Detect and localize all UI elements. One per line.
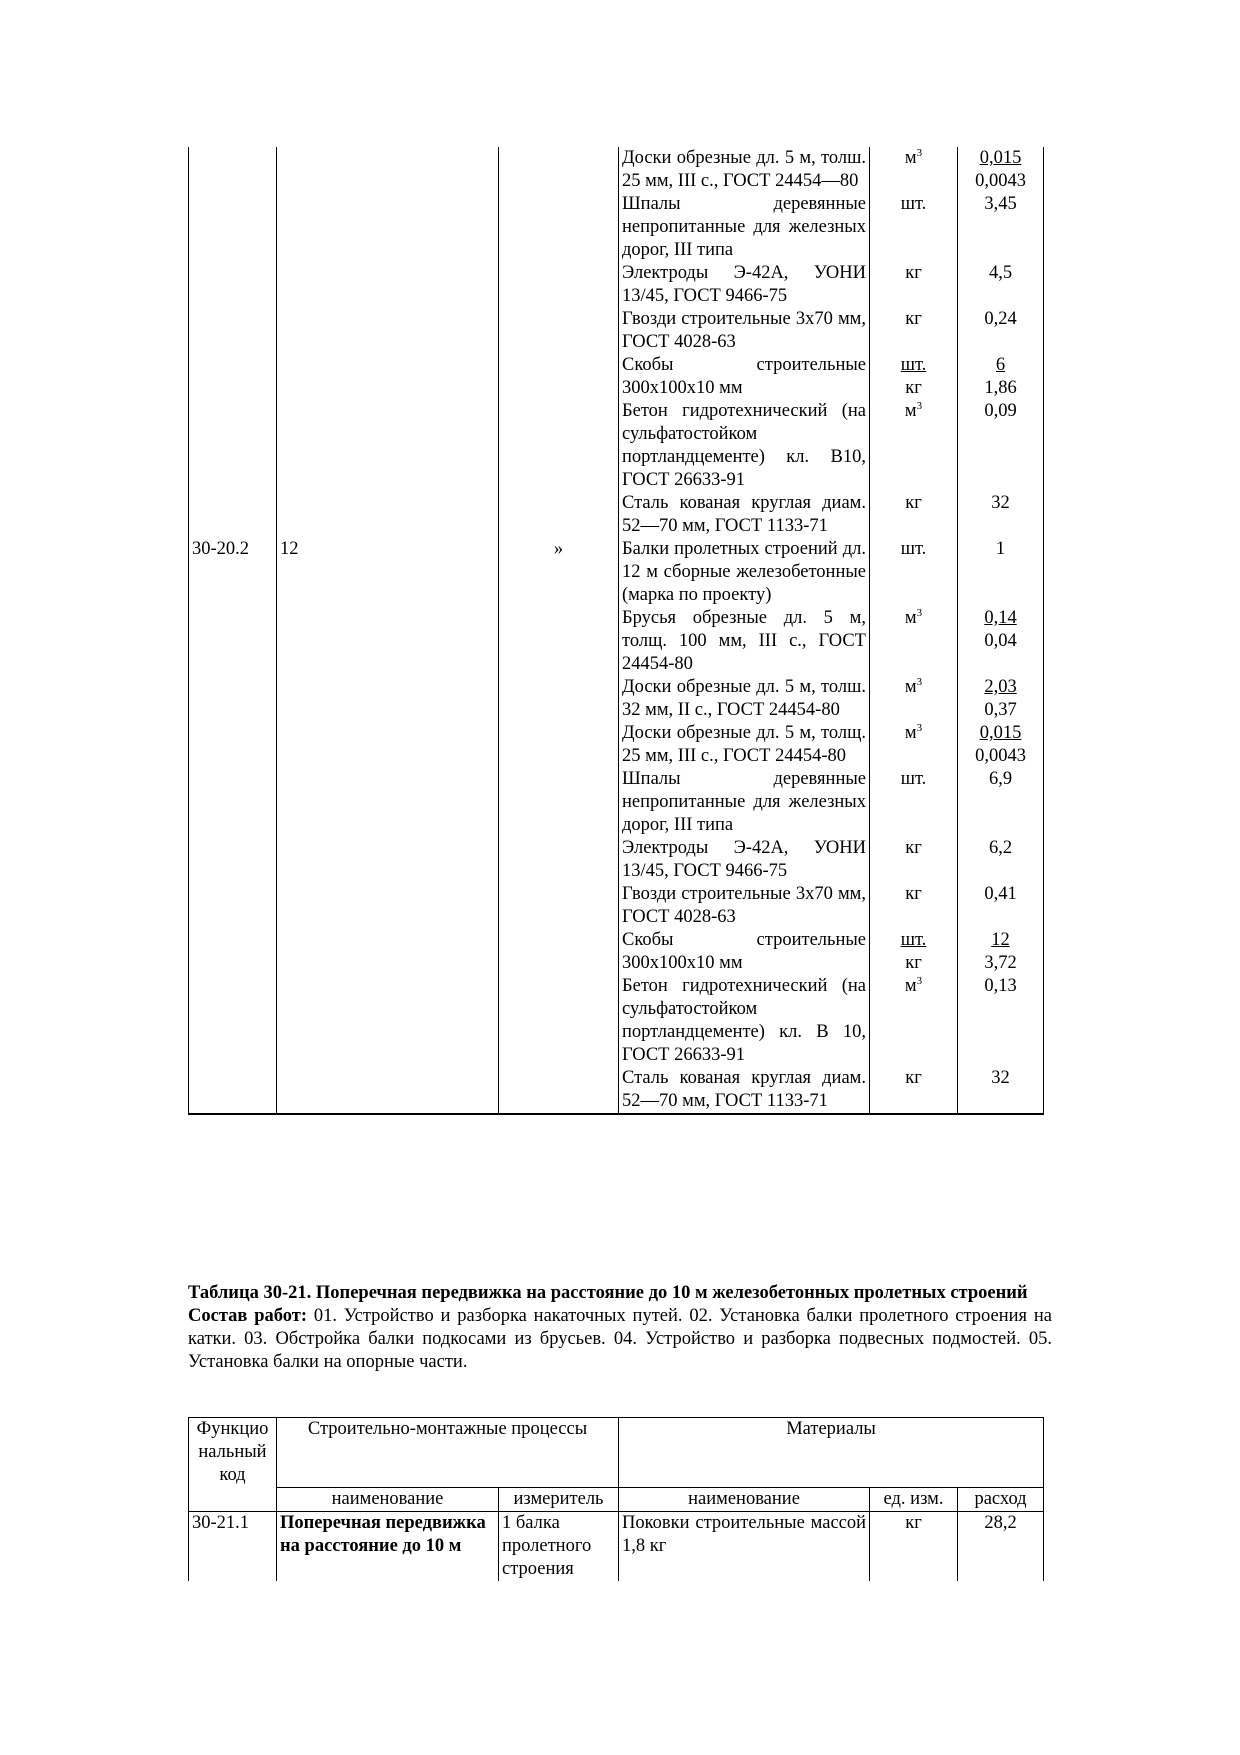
material-name: Шпалы деревянные непропитанные для железных дорог, III типа	[619, 193, 870, 262]
material-consumption	[958, 607, 1044, 676]
unit-label: м	[904, 976, 917, 996]
unit-superscript: 3	[916, 675, 923, 688]
code-cell-top	[189, 147, 277, 538]
material-consumption	[958, 147, 1044, 193]
consumption-value-secondary: 0,37	[984, 700, 1017, 720]
consumption-value-secondary: 0,04	[984, 631, 1017, 651]
material-name: Скобы строительные 300х100х10 мм	[619, 354, 870, 400]
row-process: Поперечная передвижка на расстояние до 10 м	[277, 1512, 499, 1582]
unit-superscript: 3	[916, 721, 923, 734]
material-name: Гвозди строительные 3х70 мм, ГОСТ 4028-63	[619, 308, 870, 354]
consumption-value-secondary: 3,72	[984, 953, 1017, 973]
header-materials: Материалы	[619, 1418, 1044, 1488]
material-consumption	[958, 768, 1044, 837]
material-name: Бетон гидротехнический (на сульфатостойком портландцементе) кл. В 10, ГОСТ 26633-91	[619, 975, 870, 1067]
material-name: Сталь кованая круглая диам. 52—70 мм, ГОСТ 1133-71	[619, 492, 870, 538]
material-unit	[870, 837, 958, 883]
consumption-value: 0,14	[984, 608, 1017, 628]
consumption-value: 3,45	[984, 194, 1017, 214]
unit-text	[873, 308, 954, 331]
consumption-value-secondary: 1,86	[984, 378, 1017, 398]
row-unit: кг	[870, 1512, 958, 1582]
row-ditto: »	[499, 538, 619, 607]
material-name: Электроды Э-42А, УОНИ 13/45, ГОСТ 9466-75	[619, 262, 870, 308]
ditto-cell-bottom	[499, 607, 619, 1114]
header-material-name: наименование	[619, 1488, 870, 1512]
material-consumption	[958, 676, 1044, 722]
unit-label: кг	[905, 884, 922, 904]
unit-text	[873, 400, 954, 423]
material-unit	[870, 883, 958, 929]
material-name: Шпалы деревянные непропитанные для железных дорог, III типа	[619, 768, 870, 837]
consumption-value: 2,03	[984, 677, 1017, 697]
length-cell-bottom	[277, 607, 499, 1114]
material-unit	[870, 193, 958, 262]
consumption-value: 6,9	[988, 769, 1013, 789]
table-row	[189, 1512, 1044, 1582]
material-consumption	[958, 975, 1044, 1067]
unit-text	[873, 262, 954, 285]
table-row	[189, 538, 1044, 607]
header-unit: ед. изм.	[870, 1488, 958, 1512]
unit-text	[873, 492, 954, 515]
unit-text-secondary: кг	[905, 953, 922, 973]
material-consumption	[958, 837, 1044, 883]
material-consumption	[958, 193, 1044, 262]
material-consumption	[958, 400, 1044, 492]
unit-label: м	[904, 148, 917, 168]
code-cell-bottom	[189, 607, 277, 1114]
consumption-value: 4,5	[988, 263, 1013, 283]
material-unit	[870, 262, 958, 308]
material-name: Доски обрезные дл. 5 м, толщ. 25 мм, III с., ГОСТ 24454-80	[619, 722, 870, 768]
unit-superscript: 3	[916, 974, 923, 987]
unit-superscript: 3	[916, 606, 923, 619]
unit-text	[873, 538, 954, 561]
work-composition-label: Состав работ:	[188, 1306, 307, 1326]
unit-text	[873, 837, 954, 860]
row-value: 28,2	[958, 1512, 1044, 1582]
material-name: Доски обрезные дл. 5 м, толш. 32 мм, II с., ГОСТ 24454-80	[619, 676, 870, 722]
table-title: Таблица 30-21. Поперечная передвижка на расстояние до 10 м железобетонных пролетных строений	[188, 1283, 1028, 1303]
consumption-value-secondary: 0,0043	[975, 171, 1026, 191]
unit-text	[873, 722, 954, 745]
material-consumption	[958, 1067, 1044, 1114]
continued-materials-table	[188, 147, 1044, 1115]
row-material: Поковки строительные массой 1,8 кг	[619, 1512, 870, 1582]
unit-superscript: 3	[916, 399, 923, 412]
consumption-value: 0,24	[984, 309, 1017, 329]
work-composition-text: 01. Устройство и разборка накаточных путей. 02. Установка балки пролетного строения на катки. 03. Обстройка балки подкосами из брусьев. 04. Устройство и разборка подвесных подмостей. 05. Установка балки на опорные части.	[188, 1306, 1052, 1372]
header-process-name: наименование	[277, 1488, 499, 1512]
material-name: Скобы строительные 300х100х10 мм	[619, 929, 870, 975]
material-consumption	[958, 354, 1044, 400]
unit-label: шт.	[900, 930, 927, 950]
unit-text	[873, 676, 954, 699]
unit-text	[873, 768, 954, 791]
consumption-value-secondary: 0,0043	[975, 746, 1026, 766]
unit-label: м	[904, 608, 917, 628]
unit-label: м	[904, 401, 917, 421]
unit-superscript: 3	[916, 146, 923, 159]
header-func-code: Функцио нальный код	[189, 1418, 277, 1512]
row-meter: 1 балка пролетного строения	[499, 1512, 619, 1582]
unit-text	[873, 607, 954, 630]
unit-label: кг	[905, 263, 922, 283]
material-consumption	[958, 929, 1044, 975]
row-code: 30-20.2	[189, 538, 277, 607]
consumption-value: 12	[991, 930, 1010, 950]
material-name: Гвозди строительные 3х70 мм, ГОСТ 4028-63	[619, 883, 870, 929]
unit-text	[873, 929, 954, 952]
unit-text	[873, 193, 954, 216]
material-unit	[870, 607, 958, 676]
material-unit	[870, 354, 958, 400]
consumption-value: 0,09	[984, 401, 1017, 421]
consumption-value: 0,015	[979, 723, 1022, 743]
material-name: Балки пролетных строений дл. 12 м сборные железобетонные (марка по проекту)	[619, 538, 870, 607]
table-30-21	[188, 1417, 1044, 1581]
material-name: Брусья обрезные дл. 5 м, толщ. 100 мм, III с., ГОСТ 24454-80	[619, 607, 870, 676]
unit-label: шт.	[900, 539, 927, 559]
unit-label: м	[904, 677, 917, 697]
consumption-value: 6	[995, 355, 1006, 375]
material-name: Бетон гидротехнический (на сульфатостойком портландцементе) кл. В10, ГОСТ 26633-91	[619, 400, 870, 492]
unit-label: кг	[905, 493, 922, 513]
material-unit	[870, 768, 958, 837]
unit-text	[873, 147, 954, 170]
material-consumption	[958, 883, 1044, 929]
header-processes: Строительно-монтажные процессы	[277, 1418, 619, 1488]
material-unit	[870, 308, 958, 354]
header-meter: измеритель	[499, 1488, 619, 1512]
material-name: Сталь кованая круглая диам. 52—70 мм, ГОСТ 1133-71	[619, 1067, 870, 1114]
material-unit	[870, 538, 958, 607]
row-length: 12	[277, 538, 499, 607]
unit-text	[873, 883, 954, 906]
unit-text	[873, 354, 954, 377]
material-name: Доски обрезные дл. 5 м, толш. 25 мм, III с., ГОСТ 24454—80	[619, 147, 870, 193]
material-consumption	[958, 262, 1044, 308]
consumption-value: 1	[995, 539, 1006, 559]
consumption-value: 0,015	[979, 148, 1022, 168]
unit-label: кг	[905, 838, 922, 858]
material-unit	[870, 975, 958, 1067]
unit-label: шт.	[900, 355, 927, 375]
material-consumption	[958, 538, 1044, 607]
material-unit	[870, 1067, 958, 1114]
material-unit	[870, 929, 958, 975]
consumption-value: 32	[991, 1068, 1010, 1088]
unit-label: шт.	[900, 194, 927, 214]
length-cell-top	[277, 147, 499, 538]
unit-text	[873, 975, 954, 998]
unit-label: шт.	[900, 769, 927, 789]
consumption-value: 6,2	[988, 838, 1013, 858]
material-consumption	[958, 308, 1044, 354]
unit-label: м	[904, 723, 917, 743]
consumption-value: 0,41	[984, 884, 1017, 904]
unit-label: кг	[905, 1068, 922, 1088]
header-consumption: расход	[958, 1488, 1044, 1512]
material-consumption	[958, 722, 1044, 768]
consumption-value: 32	[991, 493, 1010, 513]
material-consumption	[958, 492, 1044, 538]
table-row	[189, 607, 1044, 676]
material-unit	[870, 400, 958, 492]
material-unit	[870, 492, 958, 538]
ditto-cell-top	[499, 147, 619, 538]
table-row	[189, 147, 1044, 193]
row-code: 30-21.1	[189, 1512, 277, 1582]
unit-text-secondary: кг	[905, 378, 922, 398]
consumption-value: 0,13	[984, 976, 1017, 996]
material-unit	[870, 147, 958, 193]
work-composition	[188, 1305, 1052, 1374]
table-caption-block	[188, 1282, 1052, 1374]
material-unit	[870, 722, 958, 768]
material-unit	[870, 676, 958, 722]
unit-label: кг	[905, 309, 922, 329]
material-name: Электроды Э-42А, УОНИ 13/45, ГОСТ 9466-75	[619, 837, 870, 883]
unit-text	[873, 1067, 954, 1090]
